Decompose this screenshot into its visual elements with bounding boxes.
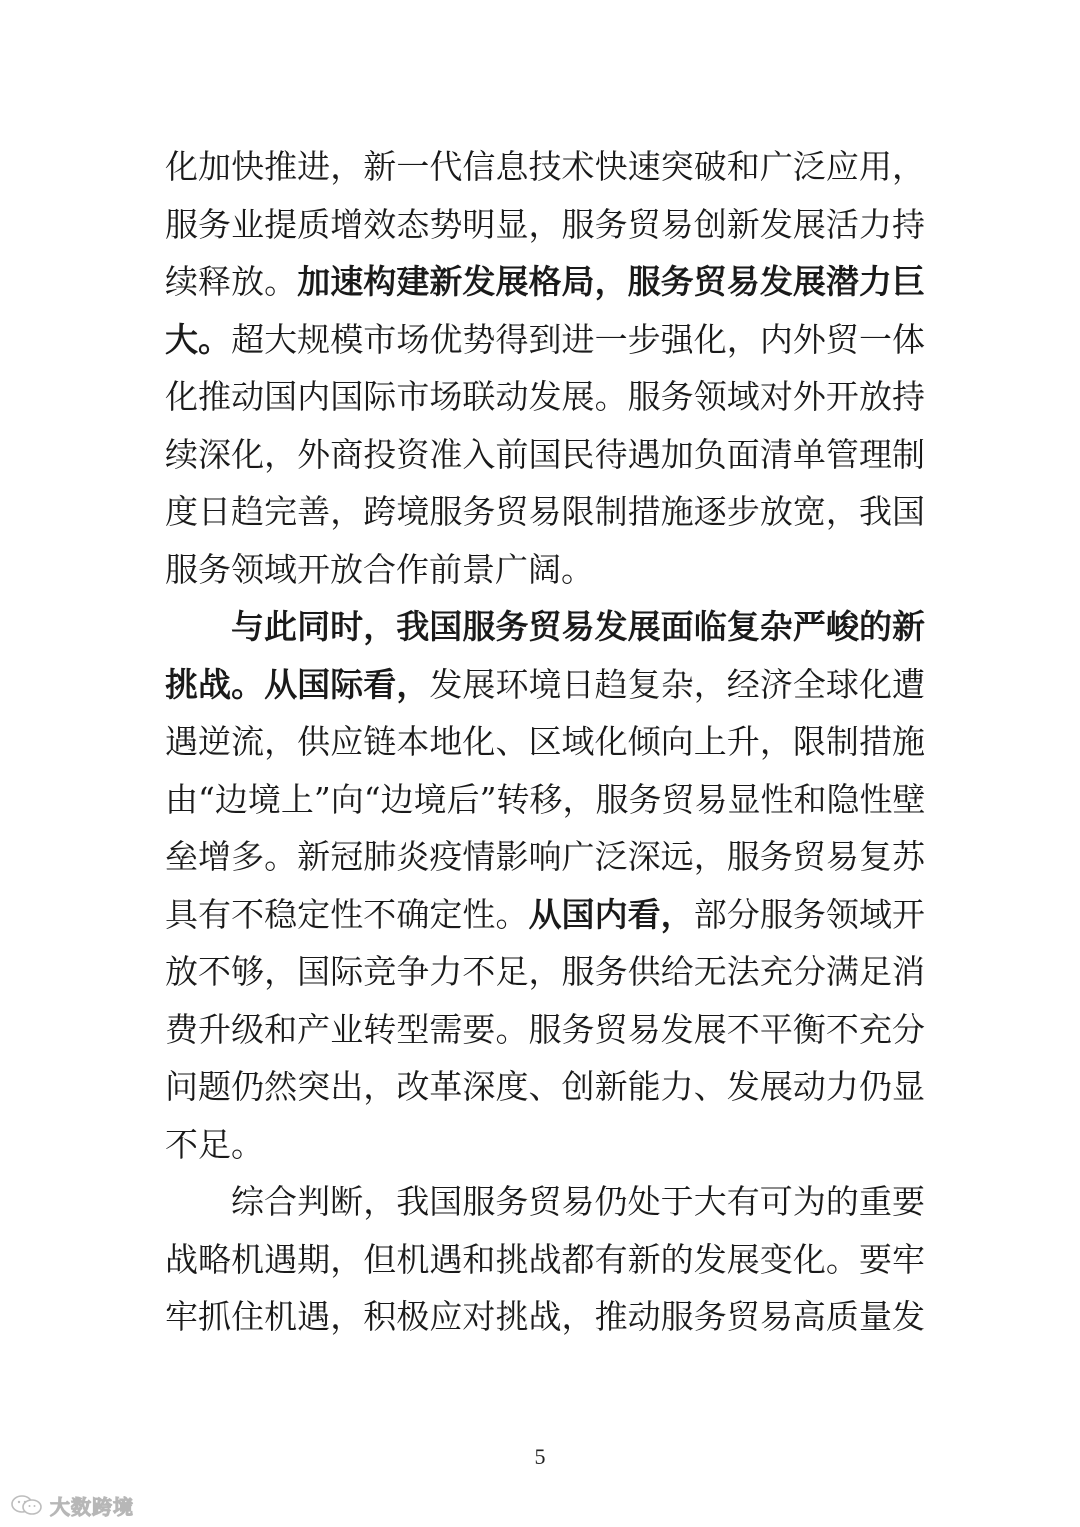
text-segment: 服务领域开放合作前景广阔。: [165, 549, 594, 589]
text-line: [165, 656, 925, 714]
text-segment: 由“边境上”向“边境后”转移，服务贸易显性和隐性壁: [165, 779, 926, 819]
watermark-text: 大数跨境: [50, 1494, 134, 1519]
page-number: 5: [534, 1444, 546, 1469]
text-segment: 遇逆流，供应链本地化、区域化倾向上升，限制措施: [165, 722, 925, 761]
bold-text-segment: 与此同时，我国服务贸易发展面临复杂严峻的新: [231, 607, 925, 646]
text-segment: 化加快推进，新一代信息技术快速突破和广泛应用，: [165, 147, 925, 186]
text-line: [165, 1231, 925, 1289]
text-segment: 不足。: [165, 1124, 264, 1164]
text-line: [165, 943, 925, 1001]
text-segment: 续释放。: [165, 262, 298, 301]
text-segment: 问题仍然突出，改革深度、创新能力、发展动力仍显: [165, 1067, 925, 1106]
text-line: [165, 426, 925, 484]
body-text: [165, 138, 925, 1346]
text-segment: 发展环境日趋复杂，经济全球化遭: [429, 664, 926, 704]
bold-text-segment: 加速构建新发展格局，服务贸易发展潜力巨: [297, 262, 926, 301]
text-line: [165, 598, 925, 656]
text-line: [165, 1288, 925, 1346]
text-line: [165, 828, 925, 886]
text-line: [165, 1116, 925, 1174]
text-segment: 垒增多。新冠肺炎疫情影响广泛深远，服务贸易复苏: [165, 837, 925, 876]
wechat-logo-icon: [10, 1493, 44, 1517]
text-segment: 服务业提质增效态势明显，服务贸易创新发展活力持: [165, 204, 925, 244]
text-line: [165, 311, 925, 369]
text-segment: 放不够，国际竞争力不足，服务供给无法充分满足消: [165, 952, 925, 991]
watermark: [10, 1492, 134, 1518]
text-line: [165, 138, 925, 196]
text-line: [165, 253, 925, 311]
text-segment: 续深化，外商投资准入前国民待遇加负面清单管理制: [165, 434, 925, 474]
bold-text-segment: 从国内看，: [528, 894, 694, 934]
bold-text-segment: 挑战。从国际看，: [165, 664, 430, 704]
text-segment: 牢抓住机遇，积极应对挑战，推动服务贸易高质量发: [165, 1297, 925, 1336]
text-line: [165, 483, 925, 541]
text-line: [165, 1058, 925, 1116]
text-line: [165, 368, 925, 426]
text-line: [165, 771, 925, 829]
text-segment: 化推动国内国际市场联动发展。服务领域对外开放持: [165, 377, 925, 416]
text-line: [165, 1173, 925, 1231]
text-segment: 具有不稳定性不确定性。: [165, 894, 529, 934]
text-line: [165, 886, 925, 944]
text-segment: 综合判断，我国服务贸易仍处于大有可为的重要: [231, 1182, 925, 1221]
text-line: [165, 196, 925, 254]
text-segment: 度日趋完善，跨境服务贸易限制措施逐步放宽，我国: [165, 492, 925, 531]
bold-text-segment: 大。: [165, 319, 232, 359]
text-segment: 部分服务领域开: [693, 894, 926, 934]
text-line: [165, 541, 925, 599]
text-line: [165, 1001, 925, 1059]
text-segment: 超大规模市场优势得到进一步强化，内外贸一体: [231, 319, 926, 359]
text-line: [165, 713, 925, 771]
text-segment: 战略机遇期，但机遇和挑战都有新的发展变化。要牢: [165, 1239, 925, 1279]
text-segment: 费升级和产业转型需要。服务贸易发展不平衡不充分: [165, 1009, 925, 1049]
